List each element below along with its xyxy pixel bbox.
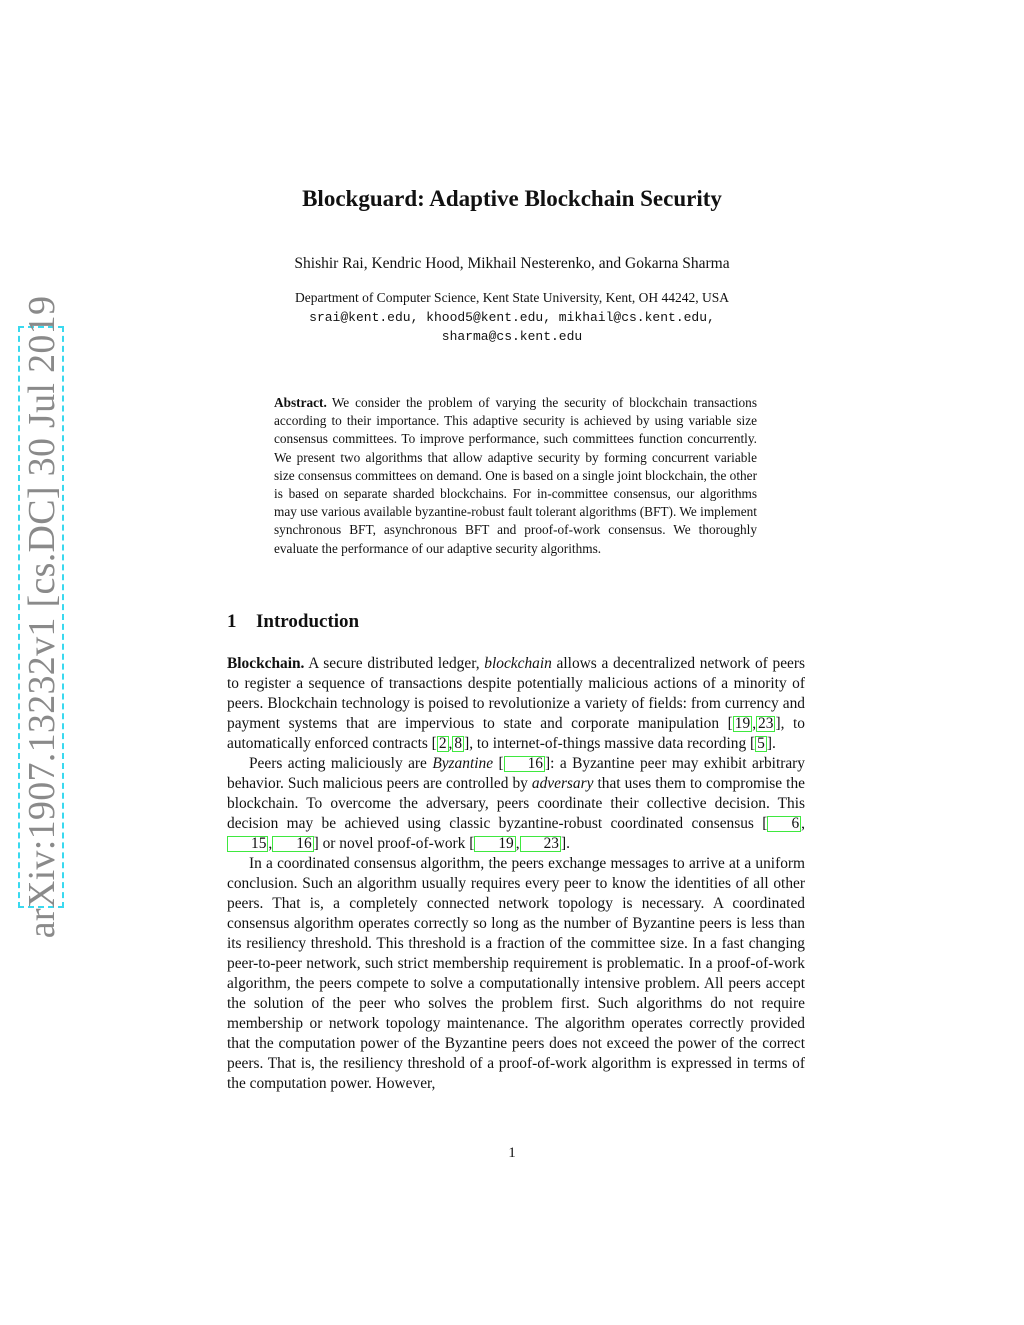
citation-link[interactable]: 16 bbox=[272, 836, 313, 852]
text-run: A secure distributed ledger, bbox=[304, 655, 485, 672]
citation-link[interactable]: 19 bbox=[734, 715, 751, 732]
page-number: 1 bbox=[508, 1145, 516, 1161]
text-run: [ bbox=[493, 755, 504, 772]
emphasis: Byzantine bbox=[432, 755, 494, 772]
emails-line-1: srai@kent.edu, khood5@kent.edu, mikhail@cs.kent.edu, bbox=[309, 310, 715, 325]
arxiv-identifier: arXiv:1907.13232v1 [cs.DC] 30 Jul 2019 bbox=[21, 295, 63, 939]
paper-title: Blockguard: Adaptive Blockchain Security bbox=[302, 186, 722, 211]
emphasis: adversary bbox=[531, 775, 594, 792]
section-title: Introduction bbox=[256, 611, 360, 632]
affiliation: Department of Computer Science, Kent State University, Kent, OH 44242, USA bbox=[294, 290, 730, 305]
text-run: ], to internet-of-things massive data recording [ bbox=[464, 735, 756, 752]
citation-link[interactable]: 6 bbox=[767, 816, 801, 832]
text-run: ], to automatically enforced contracts [ bbox=[227, 715, 805, 752]
emphasis: blockchain bbox=[484, 655, 552, 672]
citation-link[interactable]: 5 bbox=[757, 735, 765, 752]
citation-link[interactable]: 19 bbox=[474, 836, 515, 852]
paragraph-blockchain: Blockchain. A secure distributed ledger, blockchain allows a decentralized network of peers to register a sequence of transactions despite potentially malicious actions of a minority of peers. Blockchain technology is poised to revolutionize a variety of fields: from currency and payment systems that are impervious to state and corporate manipulation [ 19 , 23 ], to automatically enforced contracts [ 2 , 8 ], to internet-of-things massive data recording [ 5 ]. bbox=[227, 655, 805, 752]
text-run: allows a decentralized network of peers to register a sequence of transactions despite potentially malicious actions of a minority of peers. Blockchain technology is poised to revolutionize a variety of fields: from currency and payment systems that are impervious to state and corporate manipulation [ bbox=[227, 655, 805, 732]
abstract bbox=[274, 394, 757, 558]
abstract-label: Abstract. bbox=[274, 395, 327, 410]
text-run: that uses them to compromise the blockchain. To overcome the adversary, peers coordinate their collective decision. This decision may be achieved using classic byzantine-robust coordinated consensus [ bbox=[227, 775, 805, 832]
text-run: ]. bbox=[560, 835, 570, 852]
text-run: ] or novel proof-of-work [ bbox=[313, 835, 475, 852]
paragraph-consensus: In a coordinated consensus algorithm, the peers exchange messages to arrive at a uniform conclusion. Such an algorithm usually requires every peer to know the identities of all other peers. That is, a completely connected network topology is necessary. A coordinated consensus algorithm operates correctly so long as the number of Byzantine peers is less than its resiliency threshold. This threshold is a fraction of the committee size. In a fast changing peer-to-peer network, such strict membership requirement is problematic. In a proof-of-work algorithm, the peers compete to solve a computationally intensive problem. All peers accept the solution of the peer who solves the problem first. Such algorithms do not require membership or network topology maintenance. The algorithm operates correctly provided that the computation power of the Byzantine peers does not exceed the power of the correct peers. That is, the resiliency threshold of a proof-of-work algorithm is expressed in terms of the computation power. However, bbox=[227, 855, 805, 1092]
author-emails bbox=[0, 308, 1024, 346]
citation-link[interactable]: 8 bbox=[454, 735, 463, 752]
paragraph-byzantine: Peers acting maliciously are Byzantine [ 16 ]: a Byzantine peer may exhibit arbitrary behavior. Such malicious peers are controlled by adversary that uses them to compromise the blockchain. To overcome the adversary, peers coordinate their collective decision. This decision may be achieved using classic byzantine-robust coordinated consensus [ 6 ,15 , 16 ] or novel proof-of-work [ 19 , 23 ]. bbox=[227, 755, 806, 852]
citation-link[interactable]: 23 bbox=[758, 715, 774, 732]
abstract-text: We consider the problem of varying the security of blockchain transactions according to their importance. This adaptive security is achieved by using variable size consensus committees. To improve performance, such committees function concurrently. We present two algorithms that allow adaptive security by forming concurrent variable size consensus committees on demand. One is based on a single joint blockchain, the other is based on separate sharded blockchains. For in-committee consensus, our algorithms may use various available byzantine-robust fault tolerant algorithms (BFT). We implement synchronous BFT, asynchronous BFT and proof-of-work consensus. We thoroughly evaluate the performance of our adaptive security algorithms. bbox=[274, 395, 758, 556]
citation-link[interactable]: 15 bbox=[227, 836, 268, 852]
paragraph-lead: Blockchain. bbox=[227, 655, 305, 672]
emails-line-2: sharma@cs.kent.edu bbox=[441, 329, 583, 344]
citation-link[interactable]: 16 bbox=[504, 756, 545, 772]
text-run: Peers acting maliciously are bbox=[249, 755, 433, 772]
body-text bbox=[227, 654, 805, 1094]
text-run: ]. bbox=[766, 735, 776, 752]
author-list: Shishir Rai, Kendric Hood, Mikhail Nesterenko, and Gokarna Sharma bbox=[294, 255, 730, 272]
section-number: 1 bbox=[227, 611, 237, 632]
citation-link[interactable]: 2 bbox=[438, 735, 447, 752]
section-heading bbox=[227, 611, 359, 633]
citation-link[interactable]: 23 bbox=[520, 836, 561, 852]
text-run: ]: a Byzantine peer may exhibit arbitrary behavior. Such malicious peers are controlled by bbox=[227, 755, 806, 792]
